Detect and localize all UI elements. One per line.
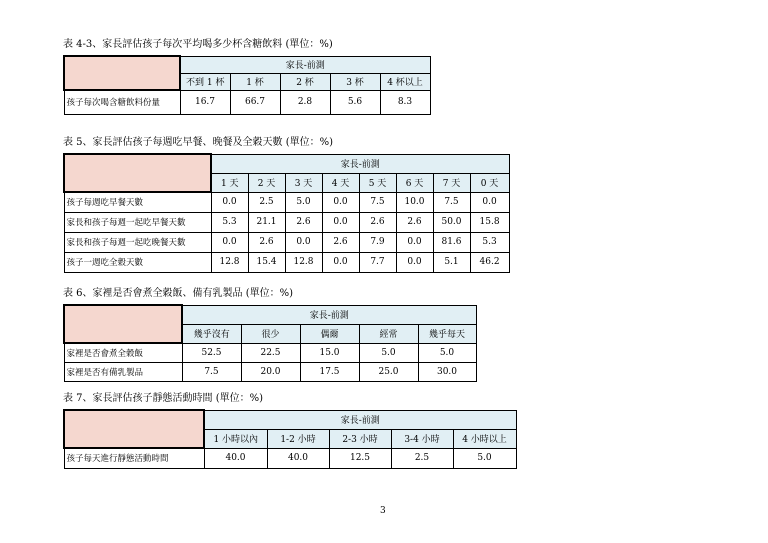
table-cell: 2.6 bbox=[322, 232, 359, 252]
table-cell: 66.7 bbox=[230, 90, 280, 114]
column-header: 1 天 bbox=[211, 173, 248, 192]
table-cell: 0.0 bbox=[322, 192, 359, 212]
table-cell: 15.8 bbox=[470, 212, 509, 232]
sugar-drink-table bbox=[63, 55, 431, 115]
table-4-3-section bbox=[63, 38, 431, 115]
column-header: 1 小時以內 bbox=[204, 429, 267, 448]
column-header: 4 小時以上 bbox=[453, 429, 516, 448]
column-header: 2 天 bbox=[248, 173, 285, 192]
table-caption: 表 5、家長評估孩子每週吃早餐、晚餐及全穀天數 (單位：%) bbox=[63, 137, 334, 148]
table-cell: 15.4 bbox=[248, 252, 285, 272]
table-row bbox=[64, 232, 509, 252]
table-cell: 5.0 bbox=[418, 343, 476, 362]
table-cell: 7.7 bbox=[359, 252, 396, 272]
table-corner-cell bbox=[64, 56, 180, 90]
column-header: 偶爾 bbox=[300, 324, 359, 343]
table-cell: 30.0 bbox=[418, 362, 476, 381]
table-cell: 5.0 bbox=[285, 192, 322, 212]
table-cell: 2.5 bbox=[248, 192, 285, 212]
table-cell: 52.5 bbox=[182, 343, 241, 362]
table-cell: 7.5 bbox=[182, 362, 241, 381]
table-cell: 7.9 bbox=[359, 232, 396, 252]
table-cell: 17.5 bbox=[300, 362, 359, 381]
group-header: 家長-前測 bbox=[182, 305, 476, 324]
column-header: 7 天 bbox=[433, 173, 470, 192]
column-header: 幾乎沒有 bbox=[182, 324, 241, 343]
column-header: 4 杯以上 bbox=[380, 73, 430, 90]
table-cell: 5.0 bbox=[359, 343, 418, 362]
table-cell: 81.6 bbox=[433, 232, 470, 252]
table-row bbox=[64, 343, 476, 362]
table-cell: 0.0 bbox=[396, 252, 433, 272]
table-cell: 7.5 bbox=[359, 192, 396, 212]
group-header: 家長-前測 bbox=[204, 410, 516, 429]
column-header: 3 杯 bbox=[330, 73, 380, 90]
table-row bbox=[64, 362, 476, 381]
table-cell: 10.0 bbox=[396, 192, 433, 212]
table-cell: 5.3 bbox=[470, 232, 509, 252]
row-label: 家裡是否有備乳製品 bbox=[64, 362, 182, 381]
table-cell: 7.5 bbox=[433, 192, 470, 212]
column-header: 2 杯 bbox=[280, 73, 330, 90]
table-cell: 0.0 bbox=[470, 192, 509, 212]
meal-days-table bbox=[63, 153, 510, 273]
table-cell: 16.7 bbox=[180, 90, 230, 114]
table-cell: 0.0 bbox=[285, 232, 322, 252]
table-cell: 2.5 bbox=[391, 448, 453, 468]
row-label: 孩子每週吃早餐天數 bbox=[64, 192, 211, 212]
table-caption: 表 6、家裡是否會煮全穀飯、備有乳製品 (單位：%) bbox=[63, 288, 294, 299]
table-caption: 表 7、家長評估孩子靜態活動時間 (單位：%) bbox=[63, 393, 264, 404]
table-cell: 15.0 bbox=[300, 343, 359, 362]
table-row bbox=[64, 192, 509, 212]
grain-dairy-table bbox=[63, 304, 477, 382]
row-label: 孩子每次喝含糖飲料份量 bbox=[64, 90, 180, 114]
table-cell: 0.0 bbox=[322, 212, 359, 232]
table-corner-cell bbox=[64, 154, 211, 192]
table-7-section bbox=[63, 392, 517, 469]
table-cell: 8.3 bbox=[380, 90, 430, 114]
column-header: 很少 bbox=[241, 324, 300, 343]
column-header: 3 天 bbox=[285, 173, 322, 192]
row-label: 孩子一週吃全穀天數 bbox=[64, 252, 211, 272]
table-cell: 0.0 bbox=[211, 192, 248, 212]
table-cell: 5.6 bbox=[330, 90, 380, 114]
group-header: 家長-前測 bbox=[180, 56, 430, 73]
column-header: 5 天 bbox=[359, 173, 396, 192]
table-cell: 50.0 bbox=[433, 212, 470, 232]
row-label: 孩子每天進行靜態活動時間 bbox=[64, 448, 204, 468]
table-cell: 0.0 bbox=[322, 252, 359, 272]
column-header: 3-4 小時 bbox=[391, 429, 453, 448]
table-6-section bbox=[63, 287, 477, 382]
table-row bbox=[64, 212, 509, 232]
column-header: 4 天 bbox=[322, 173, 359, 192]
table-5-section bbox=[63, 136, 510, 273]
table-cell: 2.6 bbox=[396, 212, 433, 232]
column-header: 幾乎每天 bbox=[418, 324, 476, 343]
table-cell: 5.0 bbox=[453, 448, 516, 468]
table-cell: 20.0 bbox=[241, 362, 300, 381]
table-corner-cell bbox=[64, 305, 182, 343]
table-cell: 2.6 bbox=[359, 212, 396, 232]
column-header: 1 杯 bbox=[230, 73, 280, 90]
table-row bbox=[64, 90, 430, 114]
table-cell: 40.0 bbox=[267, 448, 329, 468]
table-cell: 2.8 bbox=[280, 90, 330, 114]
table-row bbox=[64, 252, 509, 272]
table-cell: 46.2 bbox=[470, 252, 509, 272]
row-label: 家裡是否會煮全穀飯 bbox=[64, 343, 182, 362]
table-cell: 12.8 bbox=[211, 252, 248, 272]
column-header: 2-3 小時 bbox=[329, 429, 391, 448]
table-cell: 40.0 bbox=[204, 448, 267, 468]
page-number: 3 bbox=[380, 506, 386, 516]
table-cell: 25.0 bbox=[359, 362, 418, 381]
table-cell: 2.6 bbox=[248, 232, 285, 252]
group-header: 家長-前測 bbox=[211, 154, 509, 173]
row-label: 家長和孩子每週一起吃早餐天數 bbox=[64, 212, 211, 232]
table-cell: 21.1 bbox=[248, 212, 285, 232]
table-cell: 12.5 bbox=[329, 448, 391, 468]
column-header: 6 天 bbox=[396, 173, 433, 192]
column-header: 經常 bbox=[359, 324, 418, 343]
column-header: 0 天 bbox=[470, 173, 509, 192]
table-cell: 2.6 bbox=[285, 212, 322, 232]
table-cell: 12.8 bbox=[285, 252, 322, 272]
table-cell: 0.0 bbox=[396, 232, 433, 252]
column-header: 1-2 小時 bbox=[267, 429, 329, 448]
table-caption: 表 4-3、家長評估孩子每次平均喝多少杯含糖飲料 (單位：%) bbox=[63, 39, 333, 50]
table-row bbox=[64, 448, 516, 468]
table-cell: 0.0 bbox=[211, 232, 248, 252]
static-activity-table bbox=[63, 409, 517, 469]
table-cell: 5.3 bbox=[211, 212, 248, 232]
table-corner-cell bbox=[64, 410, 204, 448]
row-label: 家長和孩子每週一起吃晚餐天數 bbox=[64, 232, 211, 252]
column-header: 不到 1 杯 bbox=[180, 73, 230, 90]
table-cell: 22.5 bbox=[241, 343, 300, 362]
table-cell: 5.1 bbox=[433, 252, 470, 272]
